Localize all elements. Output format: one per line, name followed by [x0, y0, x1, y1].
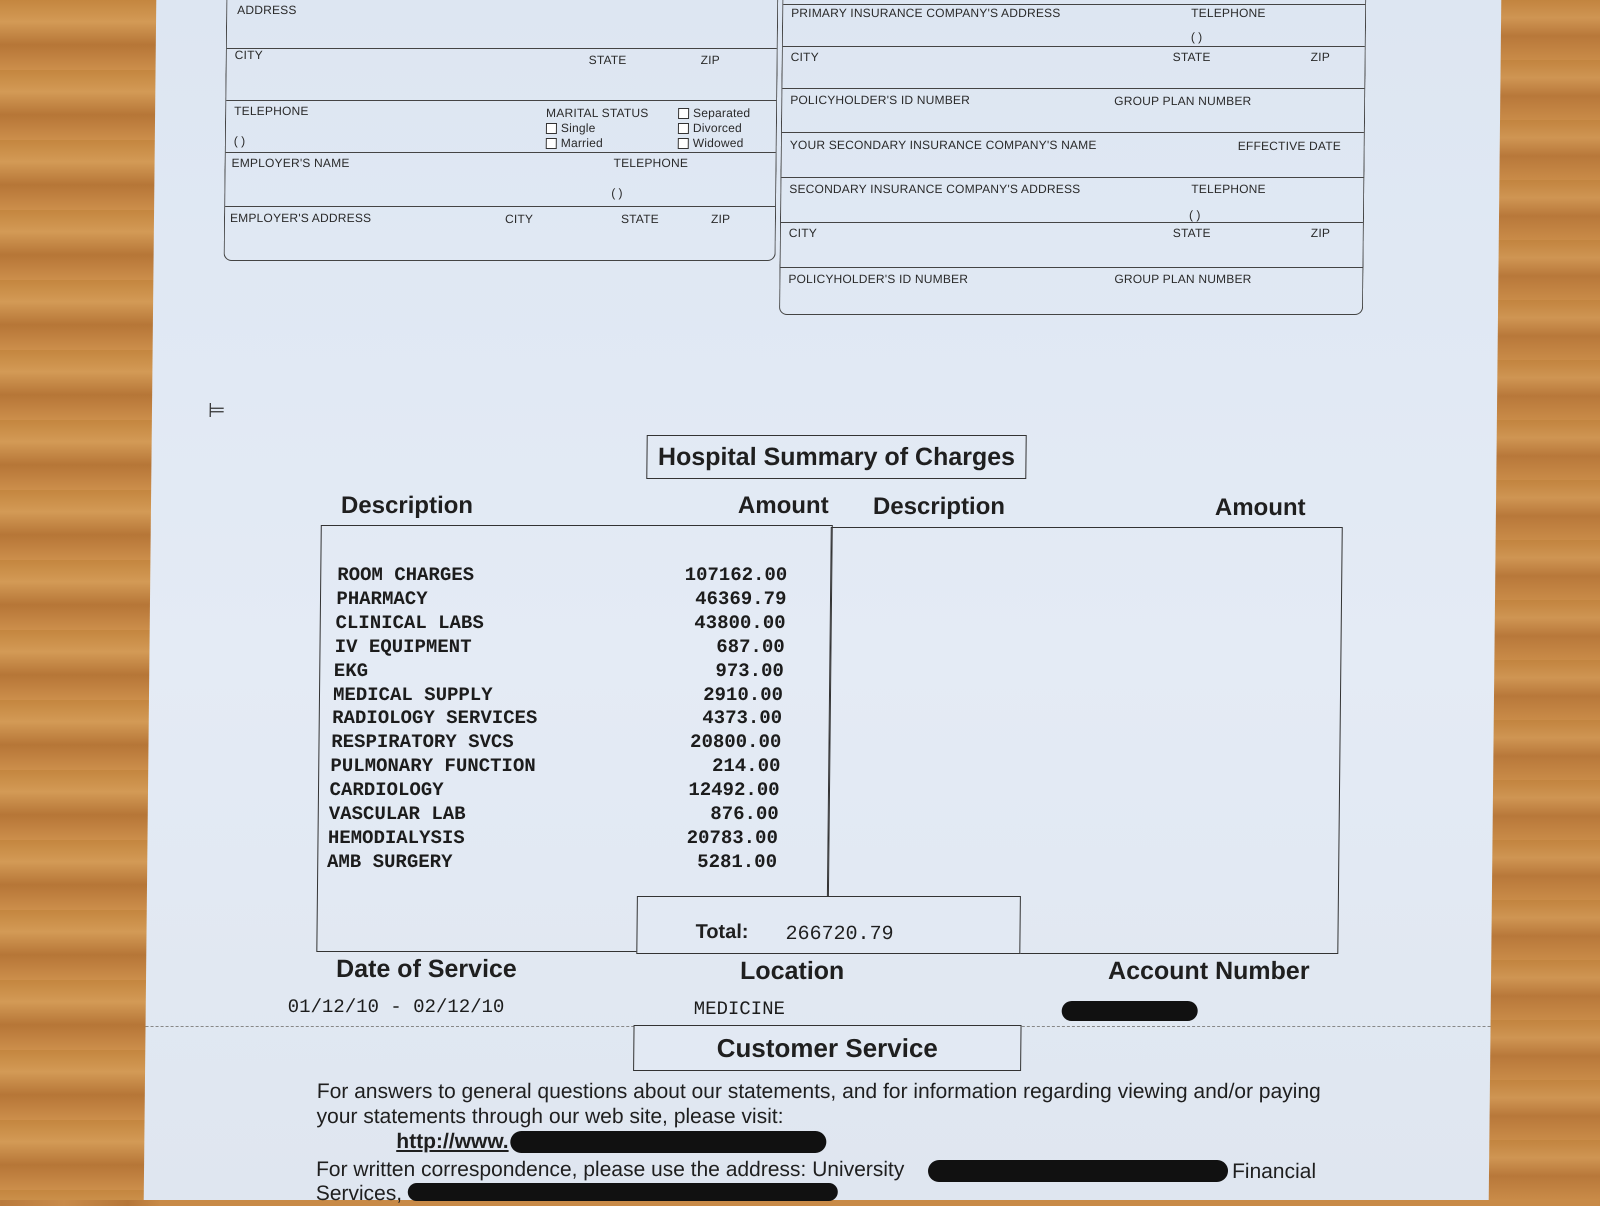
website-link[interactable]: http://www. — [396, 1130, 509, 1153]
telephone-parens: ( ) — [233, 134, 246, 148]
customer-service-title: Customer Service — [633, 1025, 1021, 1071]
primary-insurance-address-label: PRIMARY INSURANCE COMPANY'S ADDRESS — [791, 6, 1061, 20]
charge-amount: 107162.00 — [684, 564, 788, 586]
secondary-state-label: STATE — [1172, 226, 1211, 240]
charge-amount: 876.00 — [710, 803, 779, 825]
charge-row — [335, 612, 785, 635]
checkbox-divorced[interactable]: Divorced — [678, 121, 742, 135]
description-header-left: Description — [340, 492, 474, 519]
widowed-checkbox[interactable] — [678, 138, 689, 149]
total-label: Total: — [695, 921, 749, 943]
date-of-service-value: 01/12/10 - 02/12/10 — [287, 996, 505, 1018]
divorced-checkbox[interactable] — [678, 123, 689, 134]
primary-zip-label: ZIP — [1310, 50, 1331, 64]
charge-row — [334, 660, 784, 683]
charge-row — [335, 636, 785, 659]
amount-header-left: Amount — [737, 492, 829, 519]
po-box-redaction — [408, 1183, 838, 1201]
wood-table-left — [0, 0, 170, 1200]
policyholder-id-label: POLICYHOLDER'S ID NUMBER — [790, 93, 971, 107]
charge-row — [332, 707, 782, 730]
insurance-info-form — [779, 0, 1366, 315]
customer-service-line-3-suffix: Financial — [1231, 1160, 1317, 1183]
employer-address-label: EMPLOYER'S ADDRESS — [229, 211, 372, 225]
website-redaction — [510, 1131, 826, 1153]
checkbox-separated[interactable]: Separated — [678, 106, 750, 120]
checkbox-married[interactable]: Married — [546, 136, 603, 150]
address-redaction — [928, 1160, 1228, 1182]
employer-telephone-parens: ( ) — [611, 186, 623, 200]
charge-amount: 20800.00 — [689, 731, 782, 754]
account-number-redaction — [1062, 1001, 1198, 1021]
account-number-label: Account Number — [1107, 957, 1310, 985]
charge-amount: 5281.00 — [697, 850, 778, 873]
primary-telephone-parens: ( ) — [1190, 30, 1203, 44]
address-label: ADDRESS — [237, 3, 297, 17]
separated-checkbox[interactable] — [678, 108, 689, 119]
marital-status-label: MARITAL STATUS — [546, 106, 649, 120]
customer-service-line-2: your statements through our web site, please visit: — [316, 1105, 784, 1128]
charge-row — [333, 684, 783, 707]
patient-info-form — [224, 0, 779, 261]
secondary-group-plan-label: GROUP PLAN NUMBER — [1114, 272, 1252, 286]
customer-service-line-1: For answers to general questions about our statements, and for information regarding viewing and/or paying — [316, 1080, 1321, 1103]
charge-amount: 2910.00 — [703, 683, 784, 706]
charge-row — [337, 564, 787, 587]
location-label: Location — [739, 957, 845, 985]
charge-row — [329, 803, 779, 826]
charge-description: AMB SURGERY — [326, 850, 453, 873]
charge-row — [331, 731, 781, 754]
charge-amount: 12492.00 — [688, 779, 780, 802]
registration-mark: ⊨ — [207, 400, 226, 422]
checkbox-single[interactable]: Single — [546, 121, 596, 135]
charge-row — [330, 755, 780, 778]
charge-amount: 20783.00 — [686, 826, 779, 849]
charge-amount: 46369.79 — [695, 587, 787, 610]
city-label: CITY — [234, 48, 263, 62]
charge-description: PHARMACY — [336, 587, 428, 610]
charge-amount: 687.00 — [716, 635, 785, 658]
amount-header-right: Amount — [1214, 494, 1306, 521]
married-checkbox[interactable] — [546, 138, 557, 149]
secondary-city-label: CITY — [788, 226, 818, 240]
charge-row — [328, 827, 778, 850]
group-plan-label: GROUP PLAN NUMBER — [1114, 94, 1252, 108]
secondary-zip-label: ZIP — [1310, 226, 1331, 240]
secondary-telephone-parens: ( ) — [1188, 208, 1201, 222]
charge-description: ROOM CHARGES — [337, 564, 475, 586]
effective-date-label: EFFECTIVE DATE — [1237, 139, 1342, 153]
charge-description: VASCULAR LAB — [328, 803, 466, 825]
charge-amount: 43800.00 — [694, 611, 786, 634]
checkbox-widowed[interactable]: Widowed — [678, 136, 744, 150]
charge-description: PULMONARY FUNCTION — [330, 755, 536, 778]
zip-label: ZIP — [700, 53, 721, 67]
employer-name-label: EMPLOYER'S NAME — [231, 156, 350, 170]
employer-zip-label: ZIP — [710, 212, 731, 226]
charge-row — [329, 779, 779, 802]
charges-table-right — [826, 527, 1342, 954]
summary-title: Hospital Summary of Charges — [646, 435, 1026, 479]
charge-description: HEMODIALYSIS — [327, 826, 465, 849]
charge-description: RADIOLOGY SERVICES — [332, 707, 538, 730]
employer-telephone-label: TELEPHONE — [613, 156, 689, 170]
description-header-right: Description — [872, 493, 1006, 520]
secondary-policyholder-id-label: POLICYHOLDER'S ID NUMBER — [788, 272, 969, 286]
charge-description: IV EQUIPMENT — [334, 635, 472, 658]
secondary-insurance-name-label: YOUR SECONDARY INSURANCE COMPANY'S NAME — [789, 138, 1097, 152]
primary-city-label: CITY — [790, 50, 819, 64]
charge-description: RESPIRATORY SVCS — [331, 731, 514, 754]
employer-city-label: CITY — [504, 212, 534, 226]
charge-description: CLINICAL LABS — [335, 611, 484, 634]
charge-row — [327, 851, 777, 874]
secondary-insurance-address-label: SECONDARY INSURANCE COMPANY'S ADDRESS — [789, 182, 1081, 196]
charge-description: MEDICAL SUPPLY — [332, 683, 493, 706]
total-box — [636, 896, 1021, 954]
primary-state-label: STATE — [1172, 50, 1211, 64]
charge-amount: 214.00 — [711, 755, 781, 778]
charge-description: EKG — [333, 659, 369, 682]
employer-state-label: STATE — [620, 212, 659, 226]
location-value: MEDICINE — [693, 998, 786, 1020]
primary-telephone-label: TELEPHONE — [1191, 6, 1266, 20]
charge-amount: 4373.00 — [702, 707, 783, 730]
charge-row — [336, 588, 786, 611]
charge-amount: 973.00 — [715, 659, 784, 682]
statement-paper — [144, 0, 1502, 1205]
secondary-telephone-label: TELEPHONE — [1191, 182, 1266, 196]
single-checkbox[interactable] — [546, 123, 557, 134]
state-label: STATE — [588, 53, 627, 67]
customer-service-line-4: Services, — [315, 1182, 403, 1205]
date-of-service-label: Date of Service — [335, 955, 517, 983]
charge-description: CARDIOLOGY — [329, 779, 444, 802]
telephone-label: TELEPHONE — [234, 104, 309, 118]
customer-service-line-3: For written correspondence, please use the address: University — [315, 1158, 905, 1181]
total-value: 266720.79 — [785, 923, 894, 946]
